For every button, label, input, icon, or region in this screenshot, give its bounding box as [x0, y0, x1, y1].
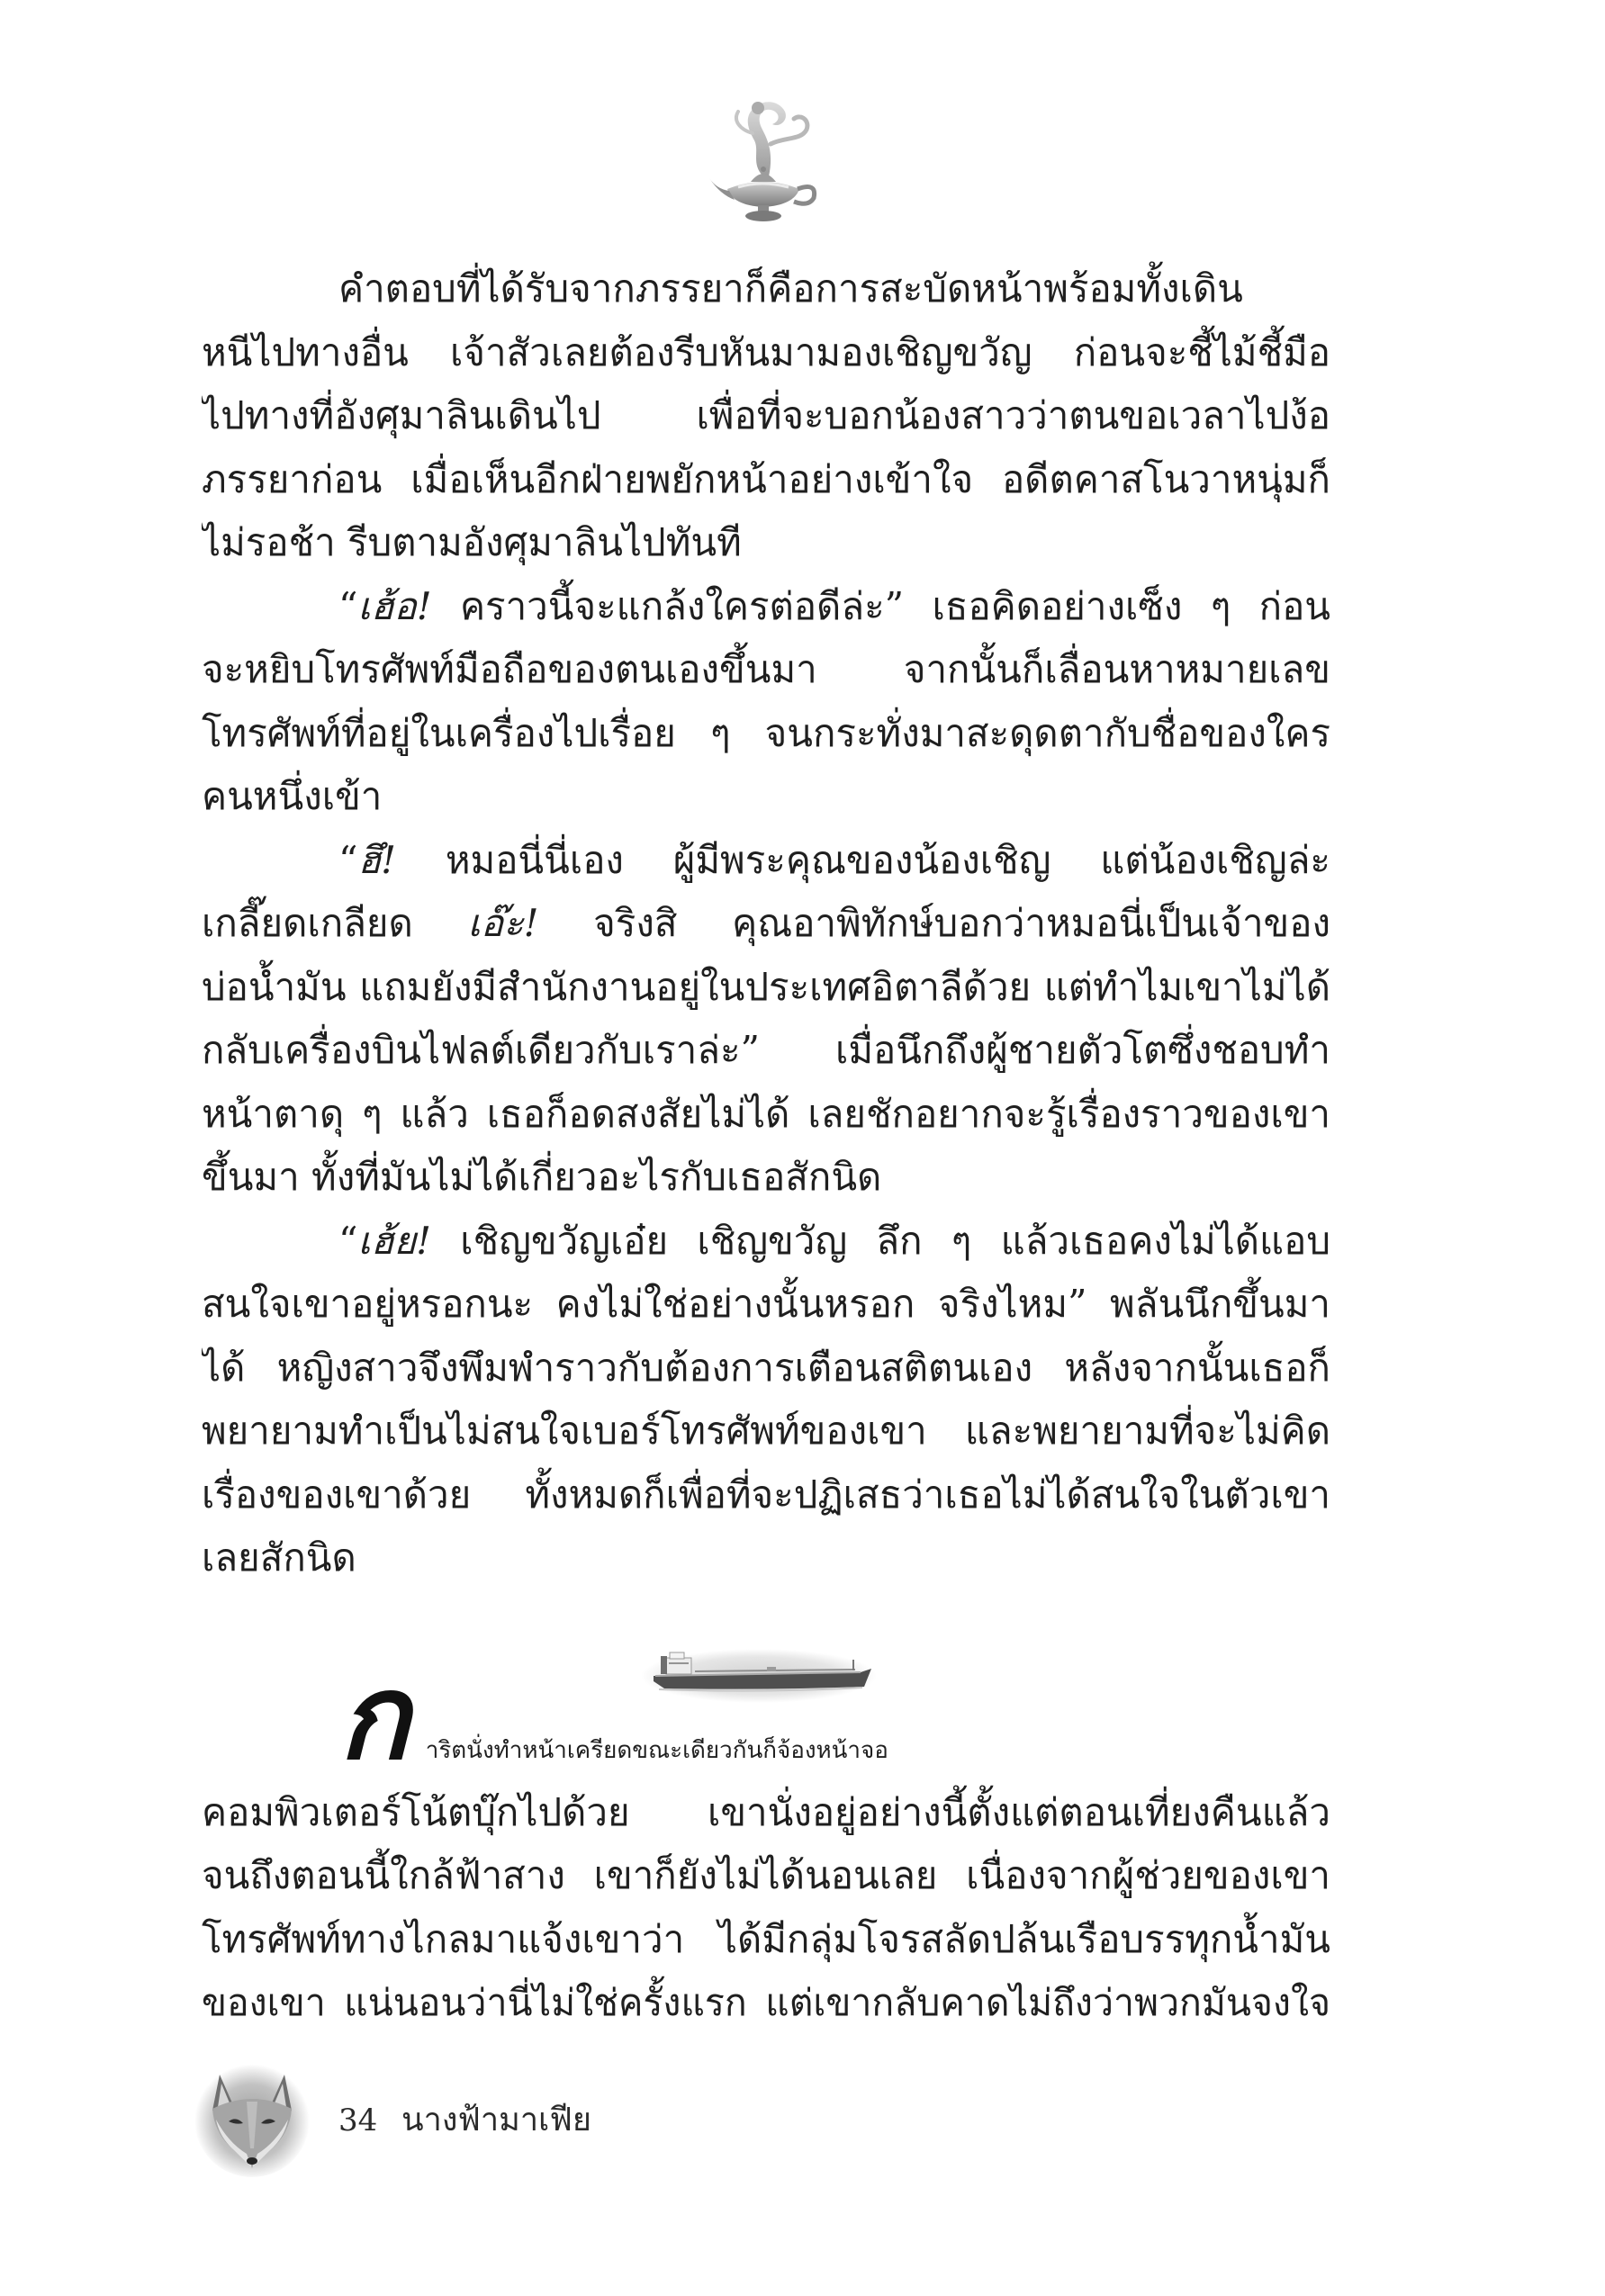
emphasis-text: เอ๊ะ!: [467, 901, 539, 945]
text-line: [202, 1210, 1330, 1274]
emphasis-text: ฮึ!: [357, 837, 396, 882]
genie-lamp-graphic: [708, 88, 819, 229]
paragraph: [202, 829, 1330, 1210]
text-line: [202, 1649, 1330, 1786]
text-line: [202, 575, 1330, 639]
text-line: สนใจเขาอยู่หรอกนะ คงไม่ใช่อย่างนั้นหรอก จริงไหม” พลันนึกขึ้นมา: [202, 1282, 1330, 1326]
paragraph: [202, 1649, 1330, 2035]
paragraph: [202, 575, 1330, 829]
text-segment: หมอนี่นี่เอง ผู้มีพระคุณของน้องเชิญ แต่น้องเชิญล่ะ: [396, 837, 1330, 882]
genie-lamp-icon: [708, 88, 819, 229]
text-segment: “: [338, 1218, 358, 1263]
text-segment: คราวนี้จะแกล้งใครต่อดีล่ะ” เธอคิดอย่างเซ็ง ๆ ก่อน: [431, 583, 1330, 628]
drop-cap: ก: [338, 1649, 410, 1786]
text-segment: “: [338, 583, 358, 628]
oil-tanker-ship-icon: [641, 1645, 877, 1703]
book-title: นางฟ้ามาเฟีย: [401, 2102, 591, 2138]
fox-head-graphic: [193, 2057, 311, 2179]
text-segment: เกลี๊ยดเกลียด: [202, 901, 468, 945]
text-line: คำตอบที่ได้รับจากภรรยาก็คือการสะบัดหน้าพร้อมทั้งเดิน: [338, 266, 1243, 311]
text-line: [202, 829, 1330, 893]
text-line: ไม่รอช้า รีบตามอังศุมาลินไปทันที: [202, 520, 742, 564]
page-number: 34: [338, 2102, 378, 2138]
fox-head-icon: [193, 2057, 311, 2179]
text-line: พยายามทำเป็นไม่สนใจเบอร์โทรศัพท์ของเขา และพยายามที่จะไม่คิด: [202, 1409, 1330, 1453]
chapter-text: [202, 1649, 1330, 2035]
text-segment: เชิญขวัญเอ๋ย เชิญขวัญ ลึก ๆ แล้วเธอคงไม่ได้แอบ: [430, 1218, 1330, 1263]
text-line: โทรศัพท์ที่อยู่ในเครื่องไปเรื่อย ๆ จนกระทั่งมาสะดุดตากับชื่อของใคร: [202, 710, 1330, 755]
emphasis-text: เฮ้อ!: [357, 583, 432, 628]
text-line: บ่อน้ำมัน แถมยังมีสำนักงานอยู่ในประเทศอิตาลีด้วย แต่ทำไมเขาไม่ได้: [202, 964, 1330, 1009]
text-line: กลับเครื่องบินไฟลต์เดียวกับเราล่ะ” เมื่อนึกถึงผู้ชายตัวโตซึ่งชอบทำ: [202, 1028, 1330, 1072]
text-line: ภรรยาก่อน เมื่อเห็นอีกฝ่ายพยักหน้าอย่างเข้าใจ อดีตคาสโนวาหนุ่มก็: [202, 456, 1330, 501]
text-line: เลยสักนิด: [202, 1535, 356, 1580]
text-line: โทรศัพท์ทางไกลมาแจ้งเขาว่า ได้มีกลุ่มโจรสลัดปล้นเรือบรรทุกน้ำมัน: [202, 1916, 1330, 1961]
text-segment: จริงสิ คุณอาพิทักษ์บอกว่าหมอนี่เป็นเจ้าของ: [538, 901, 1330, 945]
text-line: จะหยิบโทรศัพท์มือถือของตนเองขึ้นมา จากนั้นก็เลื่อนหาหมายเลข: [202, 647, 1330, 691]
text-line: เรื่องของเขาด้วย ทั้งหมดก็เพื่อที่จะปฏิเสธว่าเธอไม่ได้สนใจในตัวเขา: [202, 1472, 1330, 1517]
text-line: ขึ้นมา ทั้งที่มันไม่ได้เกี่ยวอะไรกับเธอสักนิด: [202, 1155, 882, 1199]
text-line: คนหนึ่งเข้า: [202, 774, 383, 818]
text-line: คอมพิวเตอร์โน้ตบุ๊กไปด้วย เขานั่งอยู่อย่างนี้ตั้งแต่ตอนเที่ยงคืนแล้ว: [202, 1789, 1330, 1834]
text-line: จนถึงตอนนี้ใกล้ฟ้าสาง เขาก็ยังไม่ได้นอนเลย เนื่องจากผู้ช่วยของเขา: [202, 1853, 1330, 1897]
emphasis-text: เฮ้ย!: [357, 1218, 431, 1263]
text-line: [202, 892, 1330, 956]
text-segment: “: [338, 837, 358, 882]
chapter-text: [202, 257, 1330, 1590]
text-line: ไปทางที่อังศุมาลินเดินไป เพื่อที่จะบอกน้องสาวว่าตนขอเวลาไปง้อ: [202, 393, 1330, 437]
paragraph: [202, 257, 1330, 575]
oil-tanker-graphic: [641, 1645, 877, 1703]
text-line: ได้ หญิงสาวจึงพึมพำราวกับต้องการเตือนสติตนเอง หลังจากนั้นเธอก็: [202, 1345, 1330, 1390]
paragraph: [202, 1210, 1330, 1590]
text-line: ของเขา แน่นอนว่านี่ไม่ใช่ครั้งแรก แต่เขากลับคาดไม่ถึงว่าพวกมันจงใจ: [202, 1981, 1330, 2024]
text-line: หน้าตาดุ ๆ แล้ว เธอก็อดสงสัยไม่ได้ เลยชักอยากจะรู้เรื่องราวของเขา: [202, 1091, 1330, 1136]
text-segment: าริตนั่งทำหน้าเครียดขณะเดียวกันก็จ้องหน้าจอ: [425, 1737, 888, 1764]
text-line: หนีไปทางอื่น เจ้าสัวเลยต้องรีบหันมามองเชิญขวัญ ก่อนจะชี้ไม้ชี้มือ: [202, 329, 1330, 374]
